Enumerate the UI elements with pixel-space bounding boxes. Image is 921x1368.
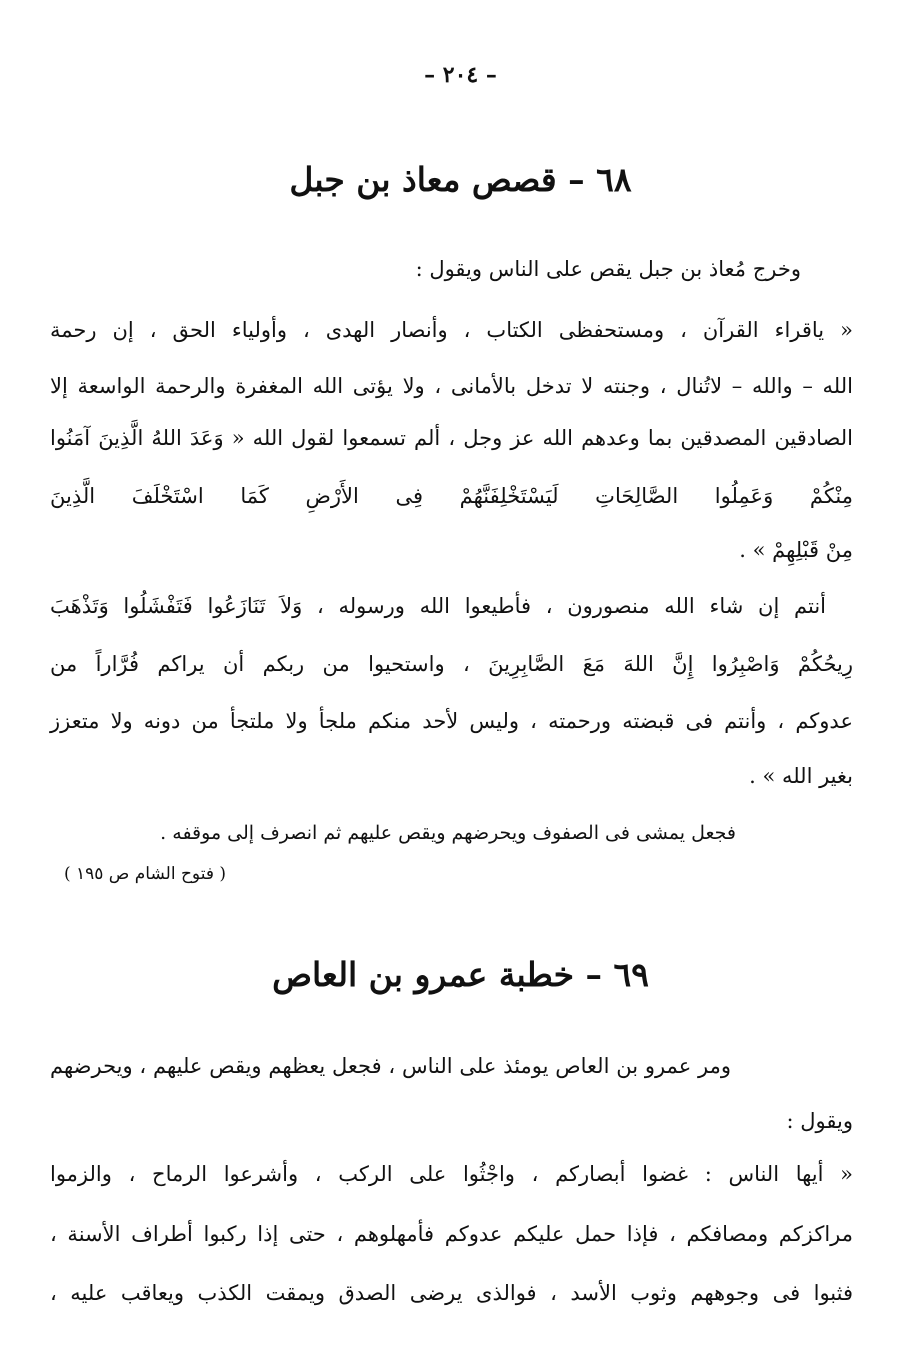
- section-title-69: ٦٩ – خطبة عمرو بن العاص: [272, 955, 649, 994]
- page-number: – ٢٠٤ –: [424, 62, 497, 88]
- section-title-68: ٦٨ – قصص معاذ بن جبل: [289, 160, 632, 199]
- text-line: « ياقراء القرآن ، ومستحفظى الكتاب ، وأنصار الهدى ، وأولياء الحق ، إن رحمة: [50, 318, 853, 342]
- text-line: فجعل يمشى فى الصفوف ويحرضهم ويقص عليهم ثم انصرف إلى موقفه .: [160, 822, 736, 844]
- text-line: الله – والله – لاتُنال ، وجنته لا تدخل بالأمانى ، ولا يؤتى الله المغفرة والرحمة الواسعة إلا: [50, 374, 853, 398]
- text-line: عدوكم ، وأنتم فى قبضته ورحمته ، وليس لأحد منكم ملجأ ولا ملتجأ من دونه ولا متعزز: [50, 709, 853, 733]
- text-line: ومر عمرو بن العاص يومئذ على الناس ، فجعل يعظهم ويقص عليهم ، ويحرضهم: [50, 1054, 731, 1078]
- text-line: الصادقين المصدقين بما وعدهم الله عز وجل ، ألم تسمعوا لقول الله « وَعَدَ اللهُ الَّذِينَ آمَنُوا: [50, 426, 853, 450]
- text-line: بغير الله » .: [749, 764, 853, 788]
- text-line: « أيها الناس : غضوا أبصاركم ، واجْثُوا على الركب ، وأشرعوا الرماح ، والزموا: [50, 1162, 853, 1186]
- text-line: وخرج مُعاذ بن جبل يقص على الناس ويقول :: [415, 257, 801, 281]
- text-line: رِيحُكُمْ وَاصْبِرُوا إِنَّ اللهَ مَعَ الصَّابِرِينَ ، واستحيوا من ربكم أن يراكم فُرَّاراً من: [50, 652, 853, 676]
- text-line: مِنْ قَبْلِهِمْ » .: [739, 538, 853, 562]
- source-citation: ( فتوح الشام ص ١٩٥ ): [63, 864, 226, 884]
- text-line: ويقول :: [786, 1109, 853, 1133]
- text-line: مِنْكُمْ وَعَمِلُوا الصَّالِحَاتِ لَيَسْتَخْلِفَنَّهُمْ فِى الأَرْضِ كَمَا اسْتَخْلَفَ الَّذِينَ: [50, 484, 853, 508]
- text-line: أنتم إن شاء الله منصورون ، فأطيعوا الله ورسوله ، وَلاَ تَنَازَعُوا فَتَفْشَلُوا وَتَذْهَبَ: [50, 594, 826, 618]
- text-line: مراكزكم ومصافكم ، فإذا حمل عليكم عدوكم فأمهلوهم ، حتى إذا ركبوا أطراف الأسنة ،: [50, 1222, 853, 1246]
- text-line: فثبوا فى وجوههم وثوب الأسد ، فوالذى يرضى الصدق ويمقت الكذب ويعاقب عليه ،: [50, 1281, 853, 1305]
